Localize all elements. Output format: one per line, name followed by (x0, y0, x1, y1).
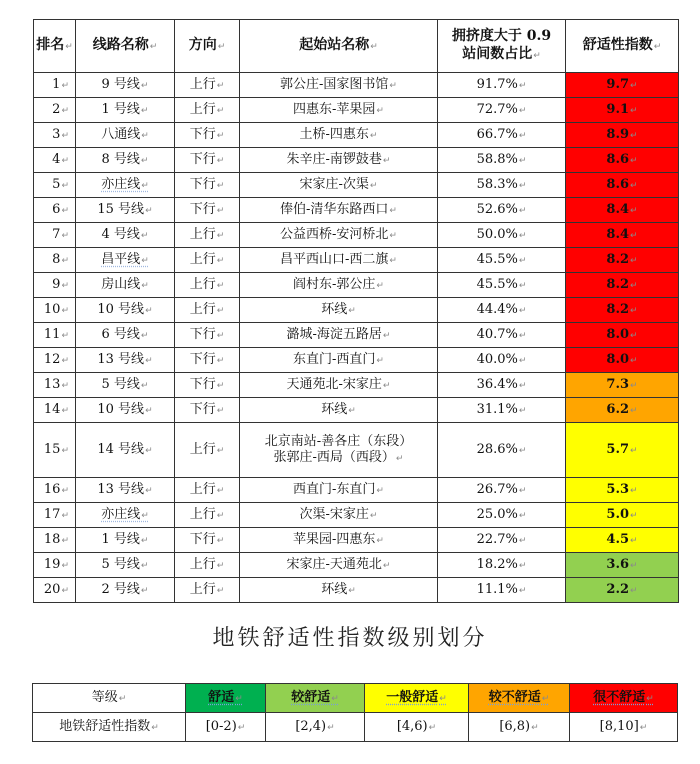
crowd-ratio-cell: 45.5% ↵ (438, 273, 566, 298)
crowd-ratio-cell: 18.2% ↵ (438, 553, 566, 578)
line-name-cell: 10 号线 ↵ (76, 398, 175, 423)
comfort-index-cell: 5.7 ↵ (566, 423, 679, 478)
rank-cell: 7 ↵ (34, 223, 76, 248)
section-cell: 环线 ↵ (240, 578, 438, 603)
legend-range-cell: [2,4) ↵ (266, 713, 365, 742)
comfort-index-cell: 2.2 ↵ (566, 578, 679, 603)
comfort-ranking-table (33, 19, 679, 603)
comfort-index-cell: 8.4 ↵ (566, 198, 679, 223)
comfort-index-cell: 9.7 ↵ (566, 73, 679, 98)
direction-cell: 上行 ↵ (175, 578, 240, 603)
comfort-index-cell: 5.0 ↵ (566, 503, 679, 528)
section-cell: 环线 ↵ (240, 298, 438, 323)
section-cell: 公益西桥-安河桥北 ↵ (240, 223, 438, 248)
line-name-cell: 昌平线 ↵ (76, 248, 175, 273)
direction-cell: 下行 ↵ (175, 398, 240, 423)
section-cell: 郭公庄-国家图书馆 ↵ (240, 73, 438, 98)
legend-range-cell: [6,8) ↵ (469, 713, 570, 742)
rank-cell: 10 ↵ (34, 298, 76, 323)
header-rank: 排名 ↵ (34, 20, 76, 73)
section-cell: 土桥-四惠东 ↵ (240, 123, 438, 148)
rank-cell: 3 ↵ (34, 123, 76, 148)
comfort-index-cell: 4.5 ↵ (566, 528, 679, 553)
crowd-ratio-cell: 25.0% ↵ (438, 503, 566, 528)
crowd-ratio-cell: 44.4% ↵ (438, 298, 566, 323)
comfort-index-cell: 8.0 ↵ (566, 323, 679, 348)
line-name-cell: 4 号线 ↵ (76, 223, 175, 248)
rank-cell: 5 ↵ (34, 173, 76, 198)
section-cell: 西直门-东直门 ↵ (240, 478, 438, 503)
rank-cell: 8 ↵ (34, 248, 76, 273)
table-row (34, 148, 679, 173)
direction-cell: 下行 ↵ (175, 323, 240, 348)
legend-caption: 地铁舒适性指数级别划分 (212, 626, 488, 651)
table-row (34, 478, 679, 503)
comfort-index-cell: 8.2 ↵ (566, 273, 679, 298)
crowd-ratio-cell: 26.7% ↵ (438, 478, 566, 503)
direction-cell: 上行 ↵ (175, 273, 240, 298)
legend-range-row (33, 713, 678, 742)
rank-cell: 9 ↵ (34, 273, 76, 298)
header-direction: 方向 ↵ (175, 20, 240, 73)
section-cell: 环线 ↵ (240, 398, 438, 423)
direction-cell: 下行 ↵ (175, 148, 240, 173)
direction-cell: 上行 ↵ (175, 503, 240, 528)
legend-grade-label: 等级 ↵ (33, 684, 186, 713)
section-cell: 阎村东-郭公庄 ↵ (240, 273, 438, 298)
section-cell: 四惠东-苹果园 ↵ (240, 98, 438, 123)
section-cell: 宋家庄-次渠 ↵ (240, 173, 438, 198)
table-row (34, 578, 679, 603)
crowd-ratio-cell: 52.6% ↵ (438, 198, 566, 223)
rank-cell: 1 ↵ (34, 73, 76, 98)
direction-cell: 下行 ↵ (175, 123, 240, 148)
section-cell: 北京南站-善各庄（东段） 张郭庄-西局（西段） ↵ (240, 423, 438, 478)
section-cell: 东直门-西直门 ↵ (240, 348, 438, 373)
table-row (34, 198, 679, 223)
direction-cell: 上行 ↵ (175, 248, 240, 273)
table-row (34, 73, 679, 98)
table-row (34, 223, 679, 248)
line-name-cell: 10 号线 ↵ (76, 298, 175, 323)
rank-cell: 2 ↵ (34, 98, 76, 123)
rank-cell: 15 ↵ (34, 423, 76, 478)
line-name-cell: 8 号线 ↵ (76, 148, 175, 173)
header-section: 起始站名称 ↵ (240, 20, 438, 73)
direction-cell: 上行 ↵ (175, 73, 240, 98)
crowd-ratio-cell: 40.7% ↵ (438, 323, 566, 348)
section-cell: 昌平西山口-西二旗 ↵ (240, 248, 438, 273)
line-name-cell: 亦庄线 ↵ (76, 173, 175, 198)
line-name-cell: 6 号线 ↵ (76, 323, 175, 348)
crowd-ratio-cell: 22.7% ↵ (438, 528, 566, 553)
direction-cell: 下行 ↵ (175, 348, 240, 373)
table-row (34, 503, 679, 528)
crowd-ratio-cell: 91.7% ↵ (438, 73, 566, 98)
direction-cell: 上行 ↵ (175, 298, 240, 323)
section-cell: 宋家庄-天通苑北 ↵ (240, 553, 438, 578)
crowd-ratio-cell: 66.7% ↵ (438, 123, 566, 148)
legend-level-cell: 较不舒适 ↵ (469, 684, 570, 713)
crowd-ratio-cell: 36.4% ↵ (438, 373, 566, 398)
line-name-cell: 1 号线 ↵ (76, 98, 175, 123)
legend-index-label: 地铁舒适性指数 ↵ (33, 713, 186, 742)
table-row (34, 373, 679, 398)
comfort-index-cell: 8.2 ↵ (566, 298, 679, 323)
section-cell: 潞城-海淀五路居 ↵ (240, 323, 438, 348)
direction-cell: 下行 ↵ (175, 528, 240, 553)
table-row (34, 528, 679, 553)
table-row (34, 173, 679, 198)
table-row (34, 348, 679, 373)
rank-cell: 12 ↵ (34, 348, 76, 373)
table-row (34, 553, 679, 578)
rank-cell: 17 ↵ (34, 503, 76, 528)
line-name-cell: 5 号线 ↵ (76, 553, 175, 578)
legend-level-cell: 一般舒适 ↵ (365, 684, 469, 713)
line-name-cell: 14 号线 ↵ (76, 423, 175, 478)
comfort-index-cell: 9.1 ↵ (566, 98, 679, 123)
table-row (34, 273, 679, 298)
line-name-cell: 1 号线 ↵ (76, 528, 175, 553)
crowd-ratio-cell: 28.6% ↵ (438, 423, 566, 478)
comfort-index-cell: 8.9 ↵ (566, 123, 679, 148)
table-row (34, 323, 679, 348)
comfort-index-cell: 8.6 ↵ (566, 148, 679, 173)
comfort-index-cell: 5.3 ↵ (566, 478, 679, 503)
rank-cell: 18 ↵ (34, 528, 76, 553)
section-cell: 俸伯-清华东路西口 ↵ (240, 198, 438, 223)
direction-cell: 上行 ↵ (175, 98, 240, 123)
table-row (34, 298, 679, 323)
comfort-index-cell: 7.3 ↵ (566, 373, 679, 398)
direction-cell: 下行 ↵ (175, 198, 240, 223)
table-row (34, 423, 679, 478)
crowd-ratio-cell: 58.8% ↵ (438, 148, 566, 173)
rank-cell: 4 ↵ (34, 148, 76, 173)
legend-grade-row (33, 684, 678, 713)
rank-cell: 14 ↵ (34, 398, 76, 423)
line-name-cell: 亦庄线 ↵ (76, 503, 175, 528)
crowd-ratio-cell: 11.1% ↵ (438, 578, 566, 603)
table-row (34, 398, 679, 423)
rank-cell: 11 ↵ (34, 323, 76, 348)
legend-level-cell: 较舒适 ↵ (266, 684, 365, 713)
section-cell: 天通苑北-宋家庄 ↵ (240, 373, 438, 398)
line-name-cell: 15 号线 ↵ (76, 198, 175, 223)
table-row (34, 248, 679, 273)
crowd-ratio-cell: 40.0% ↵ (438, 348, 566, 373)
direction-cell: 上行 ↵ (175, 223, 240, 248)
legend-level-cell: 很不舒适 ↵ (570, 684, 678, 713)
direction-cell: 上行 ↵ (175, 478, 240, 503)
line-name-cell: 13 号线 ↵ (76, 478, 175, 503)
table-header-row (34, 20, 679, 73)
line-name-cell: 13 号线 ↵ (76, 348, 175, 373)
rank-cell: 13 ↵ (34, 373, 76, 398)
legend-range-cell: [0-2) ↵ (186, 713, 266, 742)
header-crowd-ratio: 拥挤度大于 0.9 站间数占比 ↵ (438, 20, 566, 73)
line-name-cell: 房山线 ↵ (76, 273, 175, 298)
legend-level-cell: 舒适 ↵ (186, 684, 266, 713)
comfort-index-cell: 8.2 ↵ (566, 248, 679, 273)
comfort-index-cell: 8.6 ↵ (566, 173, 679, 198)
comfort-index-cell: 8.4 ↵ (566, 223, 679, 248)
direction-cell: 下行 ↵ (175, 373, 240, 398)
section-cell: 苹果园-四惠东 ↵ (240, 528, 438, 553)
direction-cell: 上行 ↵ (175, 423, 240, 478)
crowd-ratio-cell: 31.1% ↵ (438, 398, 566, 423)
header-line: 线路名称 ↵ (76, 20, 175, 73)
direction-cell: 上行 ↵ (175, 553, 240, 578)
rank-cell: 6 ↵ (34, 198, 76, 223)
section-cell: 次渠-宋家庄 ↵ (240, 503, 438, 528)
comfort-index-cell: 8.0 ↵ (566, 348, 679, 373)
header-comfort-index: 舒适性指数 ↵ (566, 20, 679, 73)
direction-cell: 下行 ↵ (175, 173, 240, 198)
line-name-cell: 9 号线 ↵ (76, 73, 175, 98)
crowd-ratio-cell: 50.0% ↵ (438, 223, 566, 248)
table-row (34, 123, 679, 148)
section-cell: 朱辛庄-南锣鼓巷 ↵ (240, 148, 438, 173)
line-name-cell: 5 号线 ↵ (76, 373, 175, 398)
legend-range-cell: [8,10] ↵ (570, 713, 678, 742)
comfort-index-cell: 6.2 ↵ (566, 398, 679, 423)
crowd-ratio-cell: 58.3% ↵ (438, 173, 566, 198)
table-row (34, 98, 679, 123)
line-name-cell: 2 号线 ↵ (76, 578, 175, 603)
rank-cell: 20 ↵ (34, 578, 76, 603)
line-name-cell: 八通线 ↵ (76, 123, 175, 148)
rank-cell: 16 ↵ (34, 478, 76, 503)
legend-range-cell: [4,6) ↵ (365, 713, 469, 742)
crowd-ratio-cell: 45.5% ↵ (438, 248, 566, 273)
comfort-index-cell: 3.6 ↵ (566, 553, 679, 578)
crowd-ratio-cell: 72.7% ↵ (438, 98, 566, 123)
rank-cell: 19 ↵ (34, 553, 76, 578)
comfort-level-legend (32, 683, 678, 742)
